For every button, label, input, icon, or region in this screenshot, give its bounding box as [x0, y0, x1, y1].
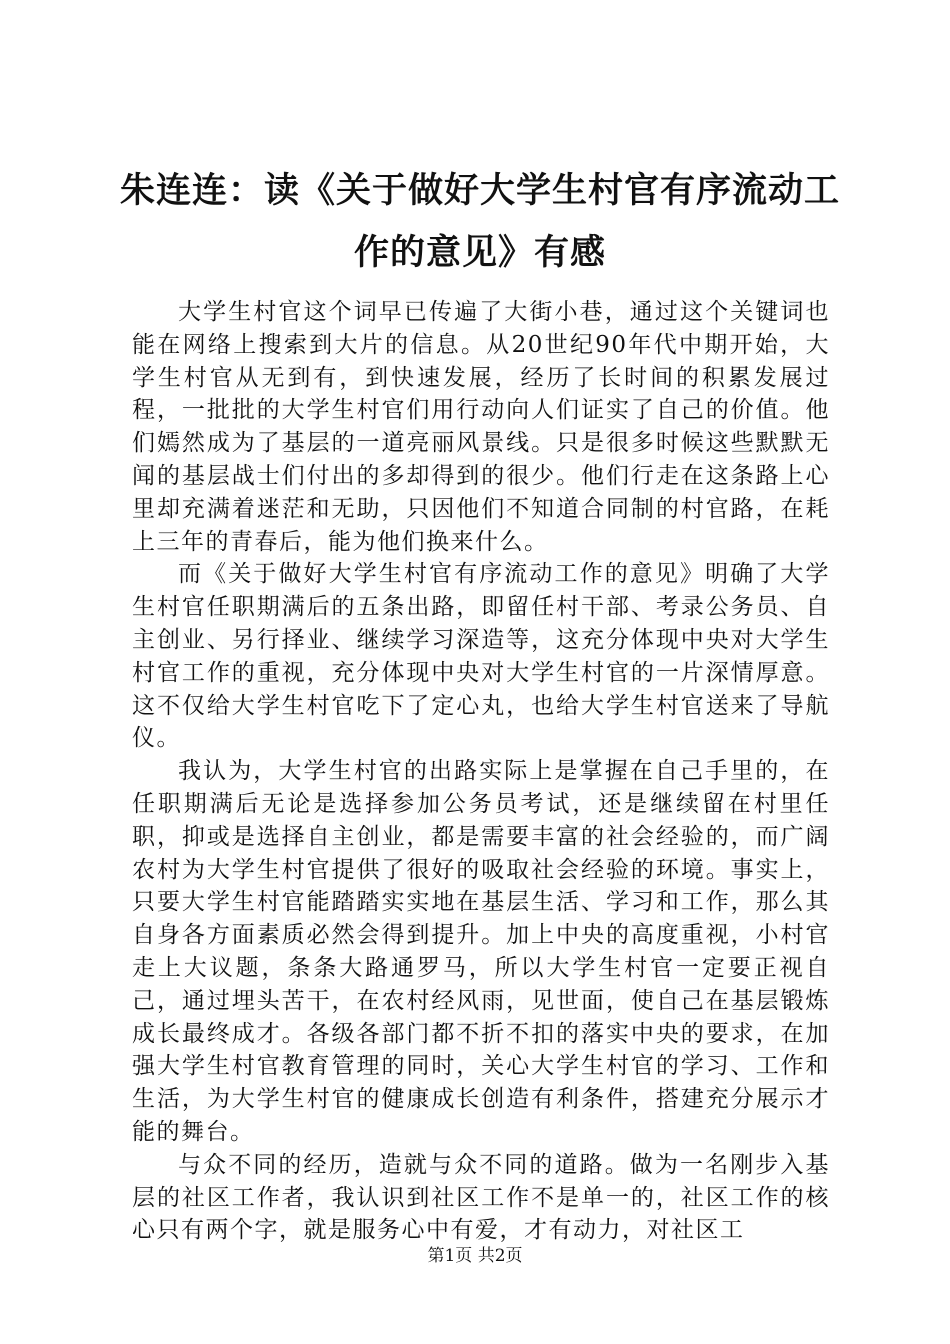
document-body	[132, 296, 830, 1247]
paragraph-3: 我认为，大学生村官的出路实际上是掌握在自己手里的，在任职期满后无论是选择参加公务员考试，还是继续留在村里任职，抑或是选择自主创业，都是需要丰富的社会经验的，而广阔农村为大学生村官提供了很好的吸取社会经验的环境。事实上，只要大学生村官能踏踏实实地在基层生活、学习和工作，那么其自身各方面素质必然会得到提升。加上中央的高度重视，小村官走上大议题，条条大路通罗马，所以大学生村官一定要正视自己，通过埋头苦干，在农村经风雨，见世面，使自己在基层锻炼成长最终成才。各级各部门都不折不扣的落实中央的要求，在加强大学生村官教育管理的同时，关心大学生村官的学习、工作和生活，为大学生村官的健康成长创造有利条件，搭建充分展示才能的舞台。	[132, 758, 830, 1145]
paragraph-2: 而《关于做好大学生村官有序流动工作的意见》明确了大学生村官任职期满后的五条出路，即留任村干部、考录公务员、自主创业、另行择业、继续学习深造等，这充分体现中央对大学生村官工作的重视，充分体现中央对大学生村官的一片深情厚意。这不仅给大学生村官吃下了定心丸，也给大学生村官送来了导航仪。	[132, 561, 830, 752]
paragraph-1: 大学生村官这个词早已传遍了大街小巷，通过这个关键词也能在网络上搜索到大片的信息。从20世纪90年代中期开始，大学生村官从无到有，到快速发展，经历了长时间的积累发展过程，一批批的大学生村官们用行动向人们证实了自己的价值。他们嫣然成为了基层的一道亮丽风景线。只是很多时候这些默默无闻的基层战士们付出的多却得到的很少。他们行走在这条路上心里却充满着迷茫和无助，只因他们不知道合同制的村官路，在耗上三年的青春后，能为他们换来什么。	[132, 299, 830, 555]
paragraph-4: 与众不同的经历，造就与众不同的道路。做为一名刚步入基层的社区工作者，我认识到社区工作不是单一的，社区工作的核心只有两个字，就是服务心中有爱，才有动力，对社区工	[132, 1151, 830, 1244]
document-title: 朱连连：读《关于做好大学生村官有序流动工作的意见》有感	[120, 170, 841, 273]
page-footer: 第1页 共2页	[427, 1246, 523, 1266]
